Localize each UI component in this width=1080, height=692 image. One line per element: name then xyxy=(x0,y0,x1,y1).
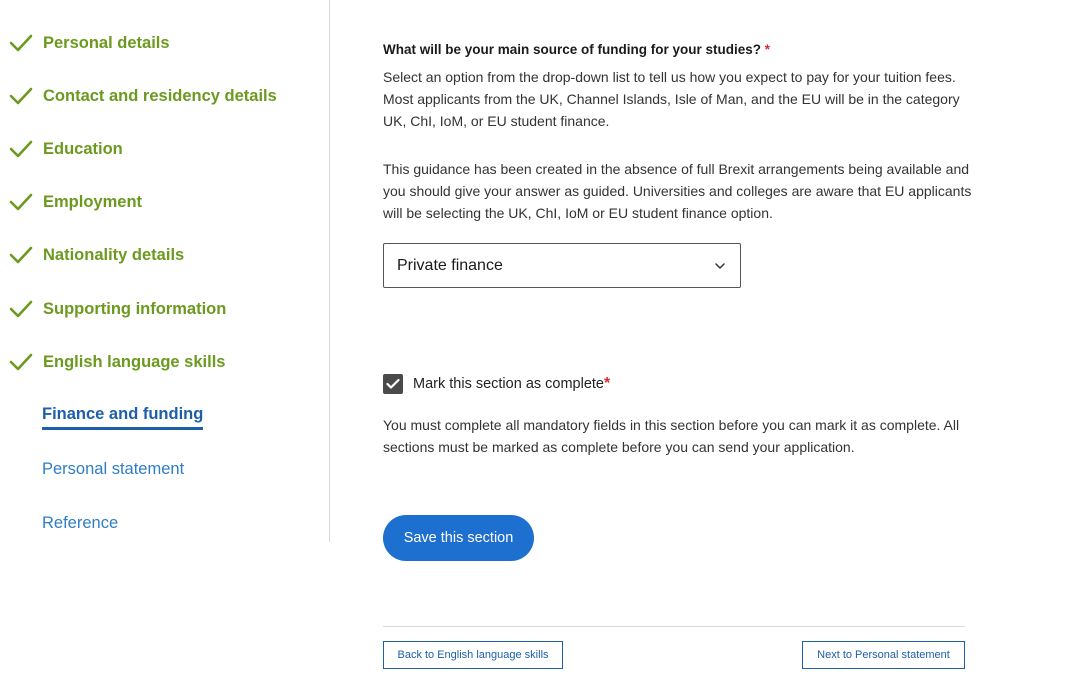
funding-guidance: Select an option from the drop-down list to tell us how you expect to pay for your tuition fees. Most applicants from the UK, Channel Islands, Isle of Man, and the EU will be in the category UK, ChI, IoM, or EU student finance. xyxy=(383,69,960,129)
sidebar-item-employment[interactable] xyxy=(0,187,142,217)
required-marker: * xyxy=(604,375,611,392)
sidebar-item-contact-and-residency-details[interactable] xyxy=(0,81,277,111)
checkmark-icon xyxy=(9,299,35,319)
chevron-down-icon xyxy=(714,257,726,275)
sidebar-item-label: Education xyxy=(43,139,123,158)
footer-divider xyxy=(383,626,965,627)
mark-complete-checkbox[interactable] xyxy=(383,374,403,394)
sidebar-item-label: Personal details xyxy=(43,33,170,52)
checkmark-icon xyxy=(9,352,35,372)
brexit-guidance: This guidance has been created in the absence of full Brexit arrangements being available and you should give your answer as guided. Universities and colleges are aware that EU applicants will be selecting the UK, ChI, IoM or EU student finance option. xyxy=(383,161,972,221)
funding-question xyxy=(383,42,770,57)
checkbox-checked-icon xyxy=(386,378,400,390)
sidebar-item-personal-statement[interactable] xyxy=(0,454,184,484)
sidebar-item-label: Finance and funding xyxy=(42,405,203,430)
sidebar-item-finance-and-funding[interactable] xyxy=(0,402,203,432)
sidebar-item-education[interactable] xyxy=(0,134,123,164)
mark-complete-row[interactable] xyxy=(383,374,610,394)
sidebar-item-label: Nationality details xyxy=(43,245,185,264)
funding-source-value: Private finance xyxy=(397,256,503,274)
checkmark-icon xyxy=(9,192,35,212)
mark-complete-label: Mark this section as complete xyxy=(413,376,604,392)
sidebar-item-supporting-information[interactable] xyxy=(0,294,226,324)
required-marker: * xyxy=(764,42,771,57)
checkmark-icon xyxy=(9,33,35,53)
complete-note: You must complete all mandatory fields in this section before you can mark it as complete. All sections must be marked as complete before you can send your application. xyxy=(383,417,960,455)
back-button[interactable]: Back to English language skills xyxy=(383,641,563,669)
sidebar-item-label: English language skills xyxy=(43,352,226,371)
funding-question-text: What will be your main source of funding for your studies? xyxy=(383,42,762,57)
checkmark-icon xyxy=(9,139,35,159)
section-navigation xyxy=(0,0,330,542)
sidebar-item-english-language-skills[interactable] xyxy=(0,347,225,377)
checkmark-icon xyxy=(9,245,35,265)
sidebar-item-label: Personal statement xyxy=(42,459,185,478)
sidebar-item-label: Reference xyxy=(42,513,119,532)
sidebar-item-label: Employment xyxy=(43,192,143,211)
checkmark-icon xyxy=(9,86,35,106)
funding-source-select[interactable] xyxy=(383,243,741,288)
save-section-button[interactable]: Save this section xyxy=(383,515,534,561)
sidebar-item-nationality-details[interactable] xyxy=(0,240,184,270)
sidebar-item-label: Contact and residency details xyxy=(43,86,277,105)
next-button[interactable]: Next to Personal statement xyxy=(802,641,965,669)
sidebar-item-label: Supporting information xyxy=(43,299,227,318)
sidebar-item-reference[interactable] xyxy=(0,508,118,538)
sidebar-item-personal-details[interactable] xyxy=(0,28,170,58)
